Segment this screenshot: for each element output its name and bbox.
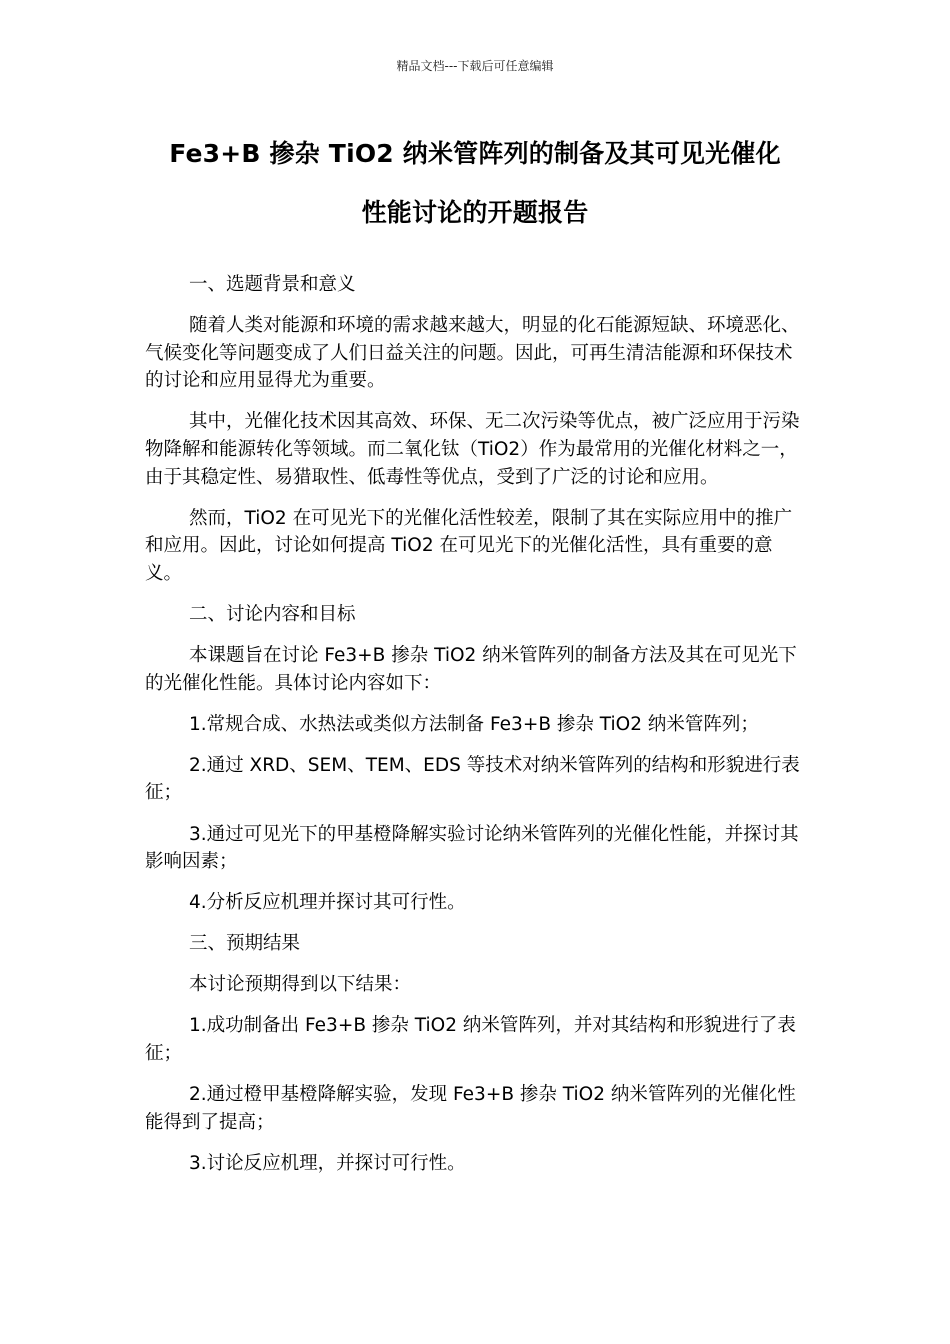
section-2-item-2: 2.通过 XRD、SEM、TEM、EDS 等技术对纳米管阵列的结构和形貌进行表征； bbox=[145, 754, 800, 804]
title-line-1: Fe3+B 掺杂 TiO2 纳米管阵列的制备及其可见光催化 bbox=[169, 139, 781, 168]
section-1-heading: 一、选题背景和意义 bbox=[189, 274, 356, 295]
section-3-heading: 三、预期结果 bbox=[189, 933, 301, 955]
section-2-item-1: 1.常规合成、水热法或类似方法制备 Fe3+B 掺杂 TiO2 纳米管阵列； bbox=[189, 713, 759, 735]
section-1-paragraph-1: 随着人类对能源和环境的需求越来越大，明显的化石能源短缺、环境恶化、气候变化等问题变成了人们日益关注的问题。因此，可再生清洁能源和环保技术的讨论和应用显得尤为重要。 bbox=[145, 315, 800, 392]
section-3-intro: 本讨论预期得到以下结果： bbox=[189, 974, 412, 996]
section-2-heading: 二、讨论内容和目标 bbox=[189, 603, 356, 625]
header-note: 精品文档---下载后可任意编辑 bbox=[396, 59, 554, 73]
section-3-item-1: 1.成功制备出 Fe3+B 掺杂 TiO2 纳米管阵列，并对其结构和形貌进行了表征； bbox=[145, 1015, 796, 1065]
section-2-item-4: 4.分析反应机理并探讨其可行性。 bbox=[189, 892, 466, 914]
section-2-item-3: 3.通过可见光下的甲基橙降解实验讨论纳米管阵列的光催化性能，并探讨其影响因素； bbox=[145, 823, 799, 873]
section-2-intro: 本课题旨在讨论 Fe3+B 掺杂 TiO2 纳米管阵列的制备方法及其在可见光下的光催化性能。具体讨论内容如下： bbox=[145, 645, 797, 694]
section-1-paragraph-2: 其中，光催化技术因其高效、环保、无二次污染等优点，被广泛应用于污染物降解和能源转化等领域。而二氧化钛（TiO2）作为最常用的光催化材料之一，由于其稳定性、易猎取性、低毒性等优点，受到了广泛的讨论和应用。 bbox=[145, 411, 800, 488]
section-3-item-2: 2.通过橙甲基橙降解实验，发现 Fe3+B 掺杂 TiO2 纳米管阵列的光催化性能得到了提高； bbox=[145, 1084, 796, 1133]
section-3-item-3: 3.讨论反应机理，并探讨可行性。 bbox=[189, 1152, 466, 1174]
section-1-paragraph-3: 然而，TiO2 在可见光下的光催化活性较差，限制了其在实际应用中的推广和应用。因此，讨论如何提高 TiO2 在可见光下的光催化活性，具有重要的意义。 bbox=[145, 507, 793, 584]
document-body bbox=[145, 271, 809, 1191]
title-line-2: 性能讨论的开题报告 bbox=[361, 198, 589, 227]
